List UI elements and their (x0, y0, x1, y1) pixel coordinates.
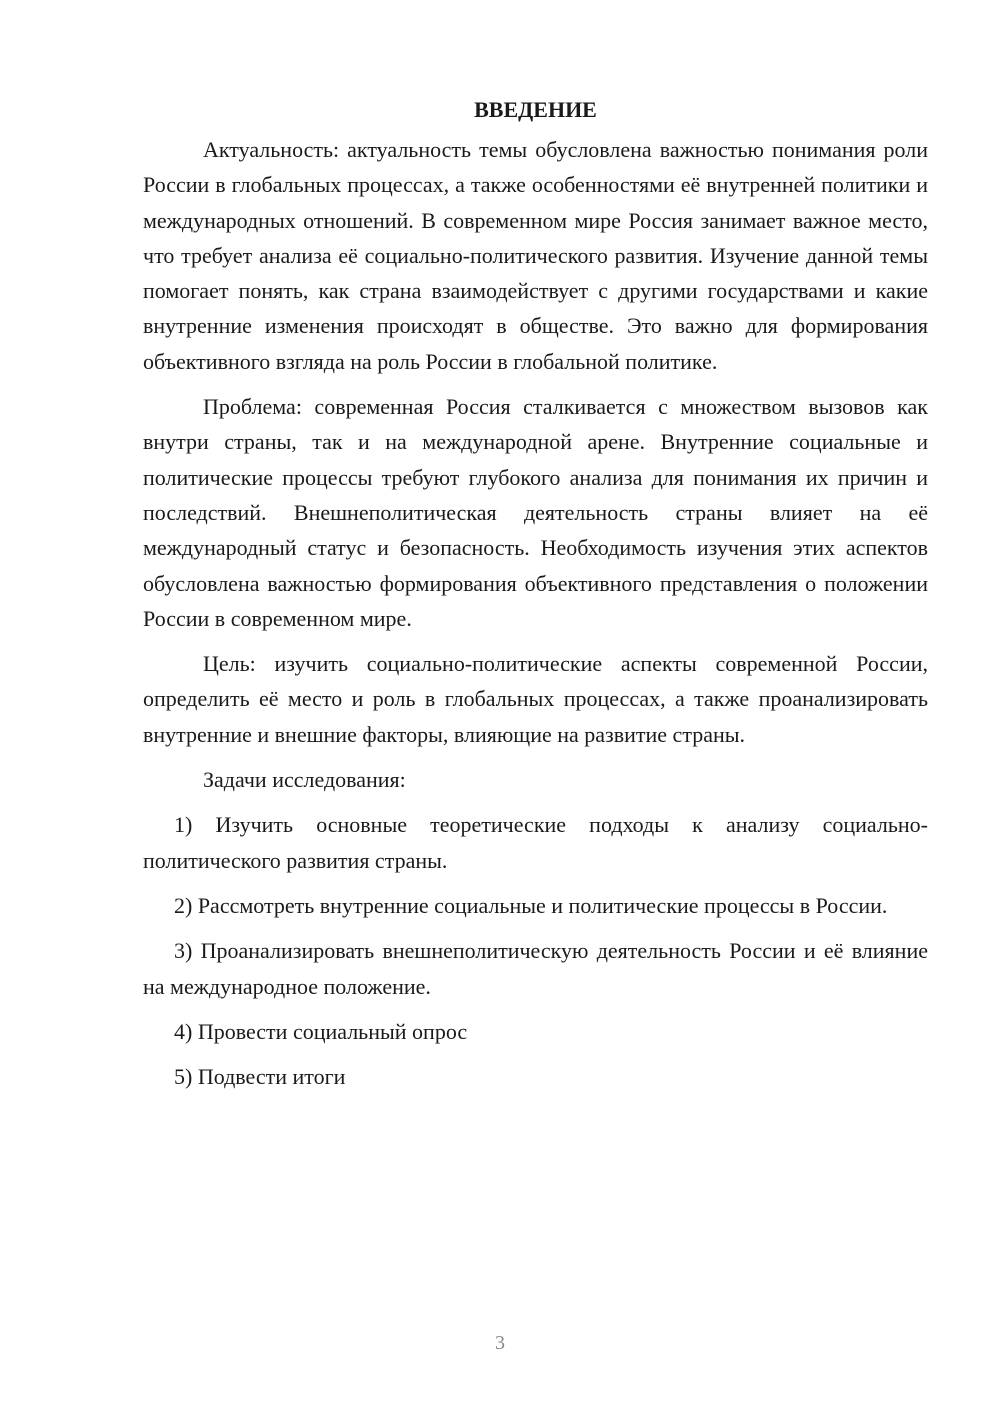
task-item: 2) Рассмотреть внутренние социальные и политические процессы в России. (174, 892, 888, 918)
paragraph-goal: Цель: изучить социально-политические аспекты современной России, определить её место и роль в глобальных процессах, а также проанализировать внутренние и внешние факторы, влияющие на развитие страны. (143, 651, 928, 747)
task-item: 4) Провести социальный опрос (174, 1018, 468, 1044)
page-content (143, 92, 928, 1104)
page-number: 3 (495, 1332, 505, 1354)
task-item: 3) Проанализировать внешнеполитическую деятельность России и её влияние на международное положение. (143, 938, 928, 999)
task-item: 1) Изучить основные теоретические подходы к анализу социально-политического развития страны. (143, 812, 928, 873)
paragraph-problem: Проблема: современная Россия сталкивается с множеством вызовов как внутри страны, так и на международной арене. Внутренние социальные и политические процессы требуют глубокого анализа для понимания их причин и последствий. Внешнеполитическая деятельность страны влияет на её международный статус и безопасность. Необходимость изучения этих аспектов обусловлена важностью формирования объективного представления о положении России в современном мире. (143, 394, 928, 631)
section-title: ВВЕДЕНИЕ (474, 97, 597, 122)
task-item: 5) Подвести итоги (174, 1064, 346, 1090)
tasks-heading: Задачи исследования: (203, 767, 406, 793)
paragraph-relevance: Актуальность: актуальность темы обусловлена важностью понимания роли России в глобальных процессах, а также особенностями её внутренней политики и международных отношений. В современном мире Россия занимает важное место, что требует анализа её социально-политического развития. Изучение данной темы помогает понять, как страна взаимодействует с другими государствами и какие внутренние изменения происходят в обществе. Это важно для формирования объективного взгляда на роль России в глобальной политике. (143, 137, 928, 374)
